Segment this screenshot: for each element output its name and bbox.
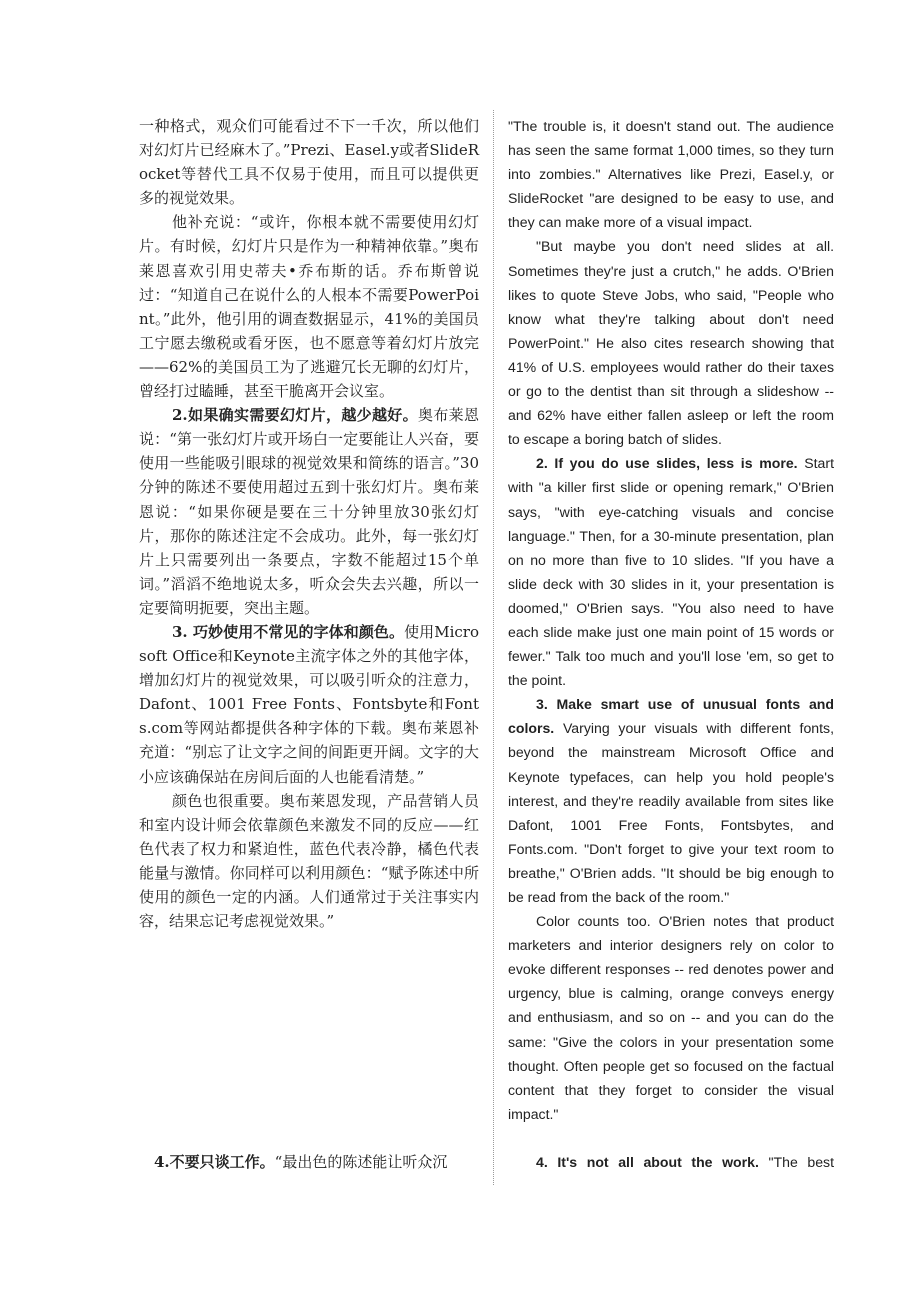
zh-paragraph-5: 颜色也很重要。奥布莱恩发现，产品营销人员和室内设计师会依靠颜色来激发不同的反应——红色代表了权力和紧迫性，蓝色代表冷静，橘色代表能量与激情。你同样可以利用颜色：“赋予陈述中所使用的颜色一定的内涵。人们通常过于关注事实内容，结果忘记考虑视觉效果。” [139,791,479,931]
column-divider [493,110,494,1185]
zh-paragraph-6-body: “最出色的陈述能让听众沉 [274,1153,448,1171]
zh-heading-3: 3. 巧妙使用不常见的字体和颜色。 [172,622,405,641]
en-paragraph-3 [508,451,834,692]
english-column [508,114,834,1126]
zh-paragraph-3 [139,403,479,620]
zh-paragraph-4 [139,620,479,789]
en-paragraph-6-body: "The best [758,1154,835,1170]
en-paragraph-3-body: Start with "a killer first slide or opening remark," O'Brien says, "with eye-catching visuals and concise language." Then, for a 30-minute presentation, plan on no more than five to 10 slides. "If you have a slide deck with 30 slides in it, your presentation is doomed," O'Brien says. "You also need to have each slide make just one main point of 15 words or fewer." Talk too much and you'll lose 'em, so get to the point. [508,455,834,689]
en-paragraph-1: "The trouble is, it doesn't stand out. The audience has seen the same format 1,000 times, so they turn into zombies." Alternatives like Prezi, Easel.y, or SlideRocket "are designed to be easy to use, and they can make more of a visual impact. [508,118,834,231]
zh-paragraph-4-body: 使用Microsoft Office和Keynote主流字体之外的其他字体，增加幻灯片的视觉效果，可以吸引听众的注意力，Dafont、1001 Free Fonts、Fontsbyte和Fonts.com等网站都提供各种字体的下载。奥布莱恩补充道：“别忘了让文字之间的间距更开阔。文字的大小应该确保站在房间后面的人也能看清楚。” [139,622,479,786]
en-paragraph-6 [508,1150,834,1174]
chinese-column [139,114,479,933]
en-heading-3: 3. Make smart use of unusual fonts and colors. [508,696,834,737]
zh-paragraph-6 [139,1150,479,1174]
zh-paragraph-2: 他补充说：“或许，你根本就不需要使用幻灯片。有时候，幻灯片只是作为一种精神依靠。”奥布莱恩喜欢引用史蒂夫•乔布斯的话。乔布斯曾说过：“知道自己在说什么的人根本不需要PowerPoint。”此外，他引用的调查数据显示，41%的美国员工宁愿去缴税或看牙医，也不愿意等着幻灯片放完——62%的美国员工为了逃避冗长无聊的幻灯片，曾经打过瞌睡，甚至干脆离开会议室。 [139,213,479,401]
en-heading-2: 2. If you do use slides, less is more. [536,455,798,472]
en-paragraph-5: Color counts too. O'Brien notes that product marketers and interior designers rely on color to evoke different responses -- red denotes power and urgency, blue is calming, orange conveys energy and enthusiasm, and so on -- and you can do the same: "Give the colors in your presentation some thought. Often people get so focused on the factual content that they forget to consider the visual impact." [508,913,834,1122]
en-paragraph-2: "But maybe you don't need slides at all. Sometimes they're just a crutch," he adds. O'Brien likes to quote Steve Jobs, who said, "People who know what they're talking about don't need PowerPoint." He also cites research showing that 41% of U.S. employees would rather do their taxes or go to the dentist than sit through a slideshow -- and 62% have either fallen asleep or left the room to escape a boring batch of slides. [508,238,834,448]
zh-paragraph-3-body: 奥布莱恩说：“第一张幻灯片或开场白一定要能让人兴奋，要使用一些能吸引眼球的视觉效果和简练的语言。”30分钟的陈述不要使用超过五到十张幻灯片。奥布莱恩说：“如果你硬是要在三十分钟里放30张幻灯片，那你的陈述注定不会成功。此外，每一张幻灯片上只需要列出一条要点，字数不能超过15个单词。”滔滔不绝地说太多，听众会失去兴趣，所以一定要简明扼要，突出主题。 [139,406,479,617]
zh-paragraph-1: 一种格式，观众们可能看过不下一千次，所以他们对幻灯片已经麻木了。”Prezi、Easel.y或者SlideRocket等替代工具不仅易于使用，而且可以提供更多的视觉效果。 [139,117,479,208]
zh-heading-2: 2.如果确实需要幻灯片，越少越好。 [172,406,418,425]
zh-heading-4: 4.不要只谈工作。 [154,1153,275,1171]
en-paragraph-4 [508,692,834,909]
en-heading-4: 4. It's not all about the work. [536,1154,759,1170]
en-paragraph-4-body: Varying your visuals with different fonts, beyond the mainstream Microsoft Office and Keynote typefaces, can help you hold people's interest, and they're readily available from sites like Dafont, 1001 Free Fonts, Fontsbytes, and Fonts.com. "Don't forget to give your text room to breathe," O'Brien adds. "It should be big enough to be read from the back of the room." [508,720,834,905]
